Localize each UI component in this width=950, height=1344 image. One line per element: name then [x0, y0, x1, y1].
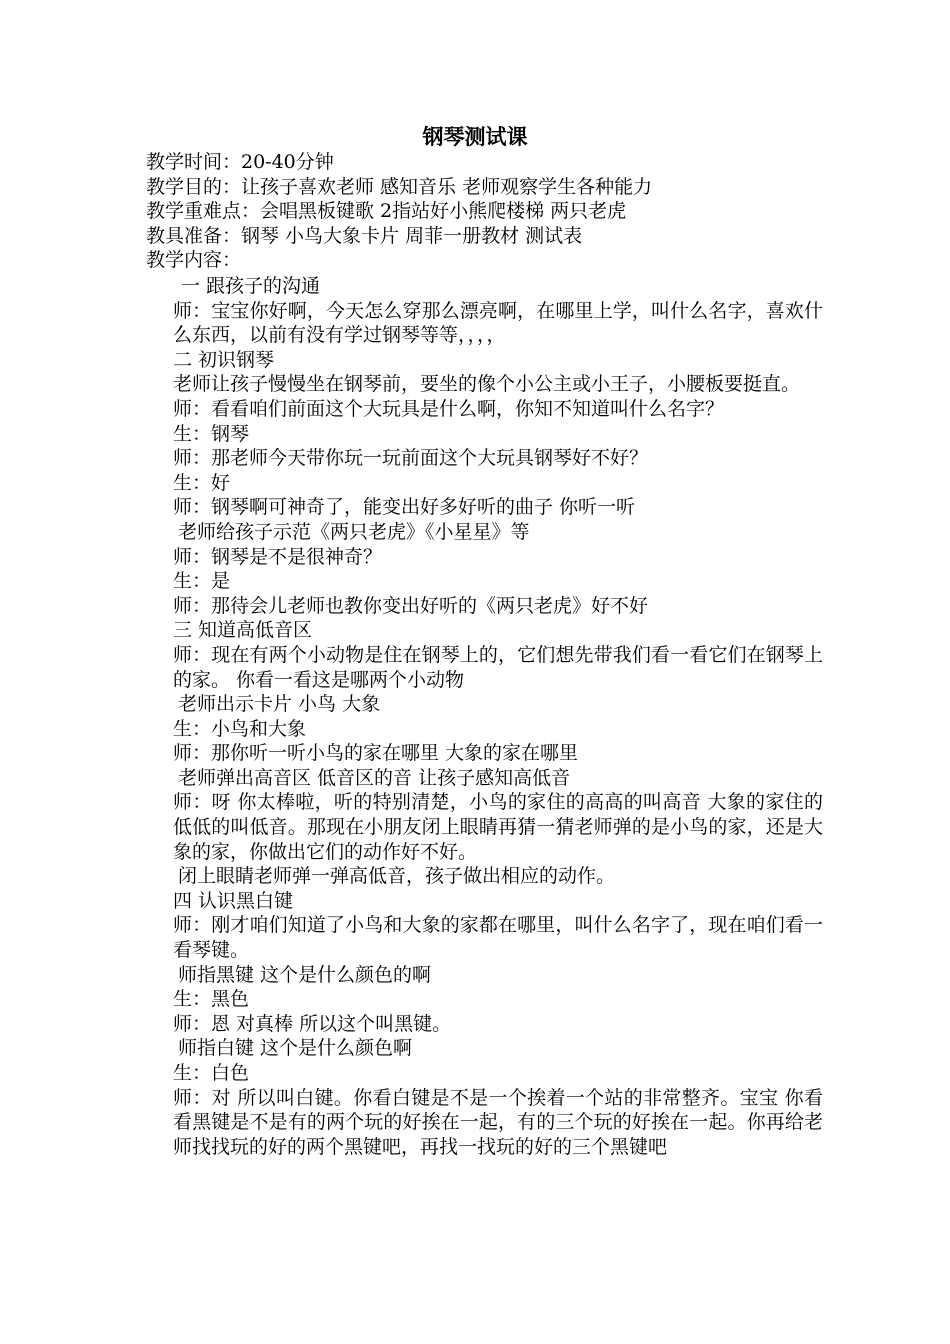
lesson-meta: [146, 150, 846, 273]
student-line: 生：小鸟和大象: [173, 717, 307, 740]
instruction-line: 闭上眼睛老师弹一弹高低音，孩子做出相应的动作。: [178, 865, 616, 888]
meta-goal: 教学目的：让孩子喜欢老师 感知音乐 老师观察学生各种能力: [146, 175, 653, 198]
teacher-line: 师：宝宝你好啊，今天怎么穿那么漂亮啊，在哪里上学，叫什么名字，喜欢什么东西，以前有没有学过钢琴等等，，，，: [173, 299, 823, 347]
student-line: 生：钢琴: [173, 422, 250, 445]
teacher-line: 师：刚才咱们知道了小鸟和大象的家都在哪里，叫什么名字了，现在咱们看一看琴键。: [173, 914, 823, 962]
student-line: 生：白色: [173, 1062, 250, 1084]
instruction-line: 师指白键 这个是什么颜色啊: [178, 1037, 413, 1060]
meta-content-label: 教学内容：: [146, 249, 242, 272]
instruction-line: 老师出示卡片 小鸟 大象: [178, 693, 381, 716]
teacher-line: 师：那待会儿老师也教你变出好听的《两只老虎》好不好: [173, 594, 649, 617]
teacher-line: 师：对 所以叫白键。你看白键是不是一个挨着一个站的非常整齐。宝宝 你看看黑键是不是有的两个玩的好挨在一起，有的三个玩的好挨在一起。你再给老师找找玩的好的两个黑键吧，再找一找玩的好的三个黑键吧: [173, 1086, 823, 1158]
teacher-line: 师：现在有两个小动物是住在钢琴上的，它们想先带我们看一看它们在钢琴上的家。 你看一看这是哪两个小动物: [173, 643, 823, 691]
section-heading: 一 跟孩子的沟通: [181, 275, 321, 297]
document-title: 钢琴测试课: [422, 124, 528, 149]
teacher-line: 师：呀 你太棒啦，听的特别清楚，小鸟的家住的高高的叫高音 大象的家住的低低的叫低音。那现在小朋友闭上眼睛再猜一猜老师弹的是小鸟的家，还是大象的家，你做出它们的动作好不好。: [173, 791, 823, 863]
teacher-line: 师：那老师今天带你玩一玩前面这个大玩具钢琴好不好？: [173, 447, 649, 470]
teacher-line: 师：那你听一听小鸟的家在哪里 大象的家在哪里: [173, 742, 579, 765]
teacher-line: 师：看看咱们前面这个大玩具是什么啊，你知不知道叫什么名字？: [173, 397, 725, 420]
meta-materials: 教具准备：钢琴 小鸟大象卡片 周菲一册教材 测试表: [146, 224, 583, 247]
meta-key-points: 教学重难点：会唱黑板键歌 2指站好小熊爬楼梯 两只老虎: [146, 200, 627, 223]
student-line: 生：好: [173, 471, 231, 494]
instruction-line: 老师给孩子示范《两只老虎》《小星星》等: [178, 520, 530, 543]
teacher-line: 师：钢琴是不是很神奇？: [173, 545, 383, 568]
meta-time: 教学时间：20-40分钟: [146, 151, 334, 173]
instruction-line: 老师弹出高音区 低音区的音 让孩子感知高低音: [178, 766, 571, 789]
section-heading: 二 初识钢琴: [173, 348, 275, 371]
teacher-line: 师：恩 对真棒 所以这个叫黑键。: [173, 1012, 452, 1035]
instruction-line: 师指黑键 这个是什么颜色的啊: [178, 963, 432, 986]
student-line: 生：是: [173, 570, 231, 593]
student-line: 生：黑色: [173, 988, 250, 1011]
section-heading: 三 知道高低音区: [173, 619, 313, 642]
lesson-content: [173, 274, 823, 1159]
instruction-line: 老师让孩子慢慢坐在钢琴前，要坐的像个小公主或小王子，小腰板要挺直。: [173, 373, 801, 396]
section-heading: 四 认识黑白键: [173, 889, 294, 912]
teacher-line: 师：钢琴啊可神奇了，能变出好多好听的曲子 你听一听: [173, 496, 636, 519]
